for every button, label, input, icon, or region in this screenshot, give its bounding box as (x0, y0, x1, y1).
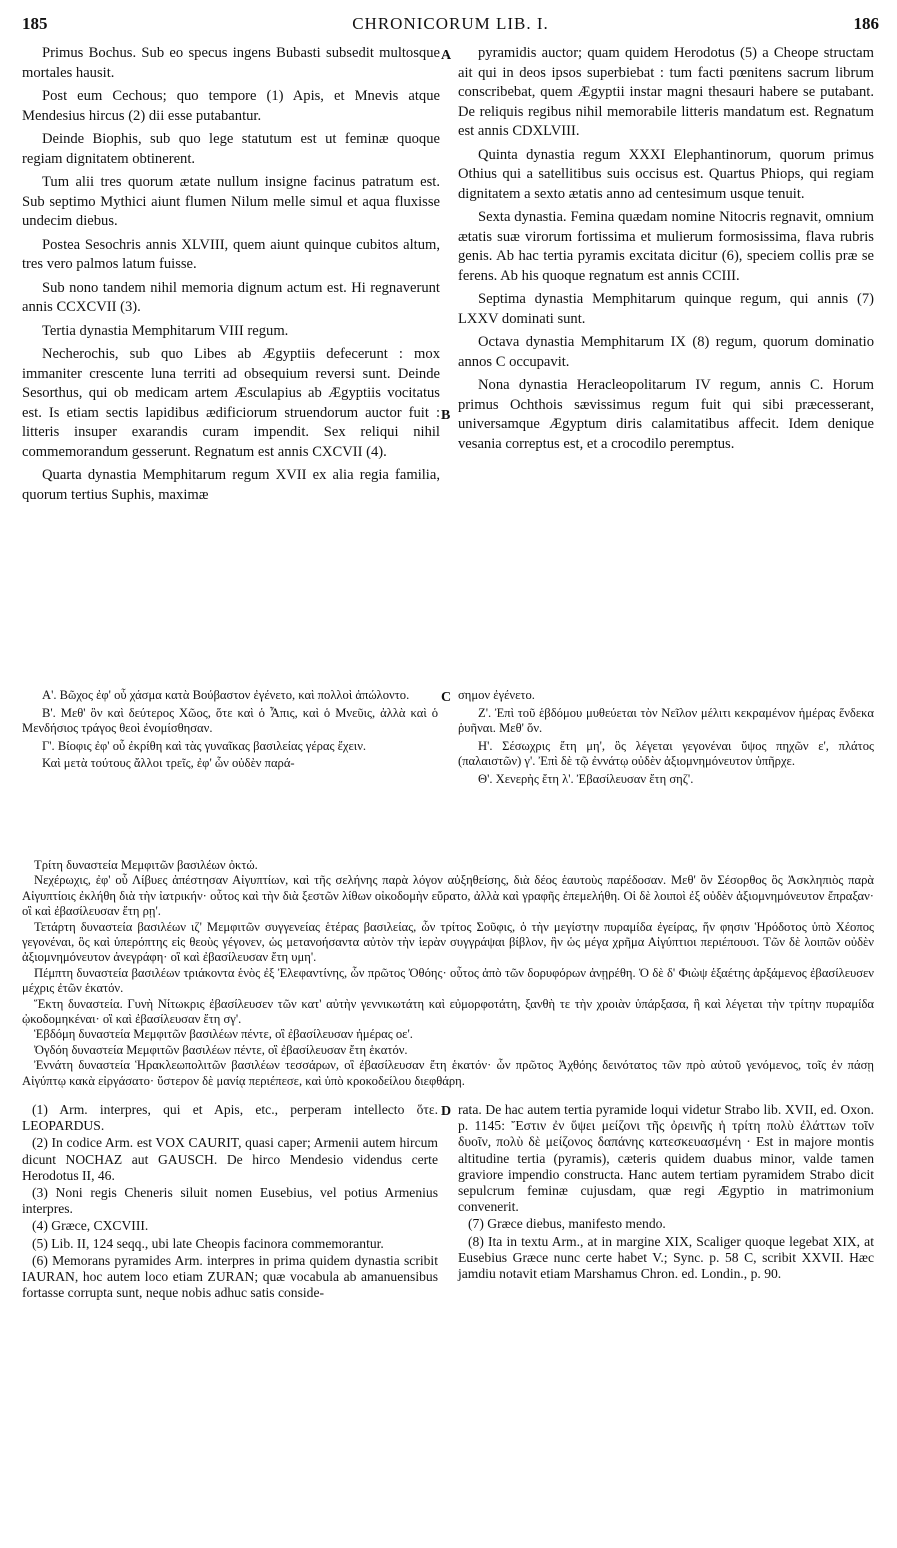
margin-marker-b: B (441, 408, 451, 423)
paragraph: Deinde Biophis, sub quo lege statutum est ut feminæ quoque regiam dignitatem obtinerent. (22, 131, 440, 167)
footnotes-right-column (458, 1102, 874, 1283)
paragraph: Ζ'. Ἐπὶ τοῦ ἑβδόμου μυθεύεται τὸν Νεῖλον μέλιτι κεκραμένον ἡμέρας ἕνδεκα ῥυῆναι. Μεθ' ὅν. (458, 705, 874, 736)
paragraph: Quarta dynastia Memphitarum regum XVII ex alia regia familia, quorum tertius Suphis, maximæ (22, 467, 440, 503)
footnote: (4) Græce, CXCVIII. (32, 1218, 149, 1234)
paragraph: Septima dynastia Memphitarum quinque regum, qui annis (7) LXXV dominati sunt. (458, 291, 874, 327)
paragraph: Η'. Σέσωχρις ἔτη μη', ὃς λέγεται γεγονέναι ὕψος πηχῶν ε', πλάτος (παλαιστῶν) γ'. Ἐπὶ δὲ τῷ ἐννάτῳ οὐδὲν ἀξιομνημόνευτον ὑπῆρχε. (458, 738, 874, 769)
latin-right-column (458, 44, 874, 458)
page-number-left: 185 (22, 14, 48, 33)
paragraph: Α'. Βῶχος ἐφ' οὗ χάσμα κατὰ Βούβαστον ἐγένετο, καὶ πολλοὶ ἀπώλοντο. (42, 688, 410, 702)
paragraph: Ἕκτη δυναστεία. Γυνὴ Νίτωκρις ἐβασίλευσεν τῶν κατ' αὐτὴν γεννικωτάτη καὶ εὐμορφοτάτη, ξανθὴ τε τὴν χροιὰν ὑπάρξασα, ἣ καὶ λέγεται τὴν τρίτην πυραμίδα ᾠκοδομηκέναι· οἳ καὶ ἐβασίλευσαν ἔτη σγ'. (22, 996, 874, 1027)
running-title: CHRONICORUM LIB. I. (352, 14, 549, 33)
footnote: rata. De hac autem tertia pyramide loqui videtur Strabo lib. XVII, ed. Oxon. p. 1145: Ἔστιν ἐν ὕψει μείζονι τῆς ὀρεινῆς ἡ τρίτη πολὺ ἐλάττων τοῖν δυοῖν, πολὺ δὲ μείζονος δαπάνης κατεσκευασμένη · Est in majore montis altitudine tertia (pyramis), cæteris quidem duabus minor, valde tamen graviore impendio constructa. Hanc autem tertiam pyramidem Strabo dicit sepulcrum feminæ cujusdam, quæ regi Ægyptio in matrimonium convenerit. (458, 1102, 874, 1215)
paragraph: Ὀγδόη δυναστεία Μεμφιτῶν βασιλέων πέντε, οἳ ἐβασίλευσαν ἔτη ἑκατόν. (34, 1042, 408, 1057)
footnote: (8) Ita in textu Arm., at in margine XIX, Scaliger quoque legebat XIX, at Eusebius Græce nunc certe habet V.; Sync. p. 58 C, scribit XXVII. Hæc jamdiu notavit etiam Marshamus Chron. ed. Londin., p. 90. (458, 1233, 874, 1282)
paragraph: Ἑβδόμη δυναστεία Μεμφιτῶν βασιλέων πέντε, οἳ ἐβασίλευσαν ἡμέρας οε'. (34, 1027, 413, 1042)
paragraph: Tertia dynastia Memphitarum VIII regum. (42, 322, 289, 339)
paragraph: Sexta dynastia. Femina quædam nomine Nitocris regnavit, omnium ætatis suæ virorum fortissima et mulierum formosissima, flava rubris genis. Ab hac tertia pyramis excitata dicitur (6), speciem collis præ se ferens. Ab his quoque regnatum est annis CCIII. (458, 209, 874, 284)
footnote: (7) Græce diebus, manifesto mendo. (468, 1216, 666, 1232)
paragraph: Γ'. Βίοφις ἐφ' οὗ ἐκρίθη καὶ τὰς γυναῖκας βασιλείας γέρας ἔχειν. (42, 738, 367, 753)
margin-marker-c: C (441, 690, 452, 705)
paragraph: Θ'. Χενερὴς ἔτη λ'. Ἐβασίλευσαν ἔτη σηζ'. (478, 771, 694, 786)
footnotes-left-column (22, 1102, 438, 1302)
paragraph: Καὶ μετὰ τούτους ἄλλοι τρεῖς, ἐφ' ὧν οὐδὲν παρά- (42, 756, 295, 771)
paragraph: Postea Sesochris annis XLVIII, quem aiunt quinque cubitos altum, tres vero palmos latum fuisse. (22, 236, 440, 272)
greek-full-width-text (22, 858, 874, 1089)
footnote: (3) Noni regis Cheneris siluit nomen Eusebius, vel potius Armenius interpres. (22, 1185, 438, 1217)
paragraph: Octava dynastia Memphitarum IX (8) regum, quorum dominatio annos C occupavit. (458, 334, 874, 370)
paragraph: Ἐννάτη δυναστεία Ἡρακλεωπολιτῶν βασιλέων τεσσάρων, οἳ ἐβασίλευσαν ἔτη ἑκατόν· ὧν πρῶτος Ἀχθόης δεινότατος τῶν πρὸ αὐτοῦ γενόμενος, τοῖς ἐν πάσῃ Αἰγύπτῳ κακὰ εἰργάσατο· ὕστερον δὲ μανίᾳ περιέπεσε, καὶ ὑπὸ κροκοδείλου διεφθάρη. (22, 1058, 874, 1088)
page-number-right: 186 (853, 14, 879, 33)
footnote: (2) In codice Arm. est VOX CAURIT, quasi caper; Armenii autem hircum dicunt NOCHAZ aut GAUSCH. De hirco Mendesio videndus certe Herodotus II, 46. (22, 1135, 438, 1183)
paragraph: σημον ἐγένετο. (458, 688, 535, 702)
greek-left-column (22, 688, 438, 774)
footnote: (5) Lib. II, 124 seqq., ubi late Cheopis facinora commemorantur. (32, 1235, 384, 1251)
greek-right-column (458, 688, 874, 790)
paragraph: Primus Bochus. Sub eo specus ingens Bubasti subsedit multosque mortales hausit. (22, 45, 440, 81)
footnote: (1) Arm. interpres, qui et Apis, etc., perperam intellecto ὅτε. LEOPARDUS. (22, 1102, 438, 1134)
paragraph: Νεχέρωχις, ἐφ' οὗ Λίβυες ἀπέστησαν Αἰγυπτίων, καὶ τῆς σελήνης παρὰ λόγον αὐξηθείσης, διὰ δέος ἑαυτοὺς παρέδοσαν. Μεθ' ὃν Σέσορθος ὃς Ἀσκληπιὸς παρὰ Αἰγυπτίοις ἐκλήθη διὰ τὴν ἰατρικήν· οὗτος καὶ τὴν διὰ ξεστῶν λίθων οἰκοδομὴν εὕρατο, ἀλλὰ καὶ γραφῆς ἐπεμελήθη. Οἱ δὲ λοιποὶ ἐξ οὐδὲν ἀξιομνημόνευτον ἔπραξαν· οἳ καὶ ἐβασίλευσαν ἔτη ρῃ'. (22, 873, 874, 919)
paragraph: pyramidis auctor; quam quidem Herodotus (5) a Cheope structam ait qui in deos ipsos superbiebat : tum facti pœnitens sacrum librum conscribebat, quem Ægyptii instar magni thesauri habere se putabant. De reliquis regibus nihil memorabile litteris mandatum est. Regnatum est annis CDXLVIII. (458, 45, 874, 139)
paragraph: Necherochis, sub quo Libes ab Ægyptiis defecerunt : mox immaniter crescente luna territi ad obsequium reversi sunt. Deinde Sesorthus, qui ob medicam artem Æsculapius ab Ægyptiis vocitatus est. Is etiam sectis lapidibus ædificiorum struendorum auctor fuit : litteris insuper exarandis curam impendit. Sex reliqui nihil commemorandum gesserunt. Regnatum est annis CXCVII (4). (22, 346, 440, 460)
paragraph: Β'. Μεθ' ὃν καὶ δεύτερος Χῶος, ὅτε καὶ ὁ Ἆπις, καὶ ὁ Μνεῦις, ἀλλὰ καὶ ὁ Μενδήσιος τράγος θεοὶ ἐνομίσθησαν. (22, 705, 438, 736)
footnote: (6) Memorans pyramides Arm. interpres in prima quidem dynastia scribit IAURAN, hoc autem loco etiam ZURAN; quæ vocabula ab amanuensibus fortasse corrupta sunt, neque nobis adhuc satis conside- (22, 1252, 438, 1301)
paragraph: Τρίτη δυναστεία Μεμφιτῶν βασιλέων ὀκτώ. (34, 858, 258, 872)
paragraph: Post eum Cechous; quo tempore (1) Apis, et Mnevis atque Mendesius hircus (2) dii esse putabantur. (22, 88, 440, 124)
paragraph: Nona dynastia Heracleopolitarum IV regum, annis C. Horum primus Ochthois sævissimus regum fuit qui sibi præcesserant, universamque Ægyptum diris calamitatibus affecit. Idem denique vesania correptus est, et a crocodilo peremptus. (458, 377, 874, 452)
running-header (22, 14, 879, 38)
paragraph: Τετάρτη δυναστεία βασιλέων ιζ' Μεμφιτῶν συγγενείας ἑτέρας βασιλείας, ὧν τρίτος Σοῦφις, ὁ τὴν μεγίστην πυραμίδα ἐγείρας, ἥν φησιν Ἡρόδοτος ὑπὸ Χέοπος γεγονέναι, ὃς καὶ ὑπερόπτης εἰς θεοὺς γέγονεν, ὡς μετανοήσαντα αὐτὸν τὴν ἱερὰν συγγράψαι βίβλον, ἣν ὡς μέγα χρῆμα Αἰγύπτιοι περιέπουσι. Τῶν δὲ λοιπῶν οὐδὲν ἀξιομνημόνευτον ἀνεγράφη· οἳ καὶ ἐβασίλευσαν ἔτη υμη'. (22, 919, 874, 965)
margin-marker-a: A (441, 48, 452, 63)
latin-left-column (22, 44, 440, 509)
paragraph: Tum alii tres quorum ætate nullum insigne facinus patratum est. Sub septimo Mythici aiunt flumen Nilum melle simul et aqua fluxisse undecim diebus. (22, 174, 440, 229)
margin-marker-d: D (441, 1104, 452, 1119)
paragraph: Quinta dynastia regum XXXI Elephantinorum, quorum primus Othius qui a satellitibus suis occisus est. Quartus Phiops, qui regiam dignitatem a sexto ætatis anno ad centesimum usque tenuit. (458, 146, 874, 202)
paragraph: Πέμπτη δυναστεία βασιλέων τριάκοντα ἑνὸς ἐξ Ἐλεφαντίνης, ὧν πρῶτος Ὀθόης· οὗτος ἀπὸ τῶν δορυφόρων ἀνῃρέθη. Ὁ δὲ δ' Φιὼψ ἑξαέτης ἀρξάμενος ἐβασίλευσεν μέχρις ἐτῶν ἑκατόν. (22, 965, 874, 996)
paragraph: Sub nono tandem nihil memoria dignum actum est. Hi regnaverunt annis CCXCVII (3). (22, 279, 440, 315)
